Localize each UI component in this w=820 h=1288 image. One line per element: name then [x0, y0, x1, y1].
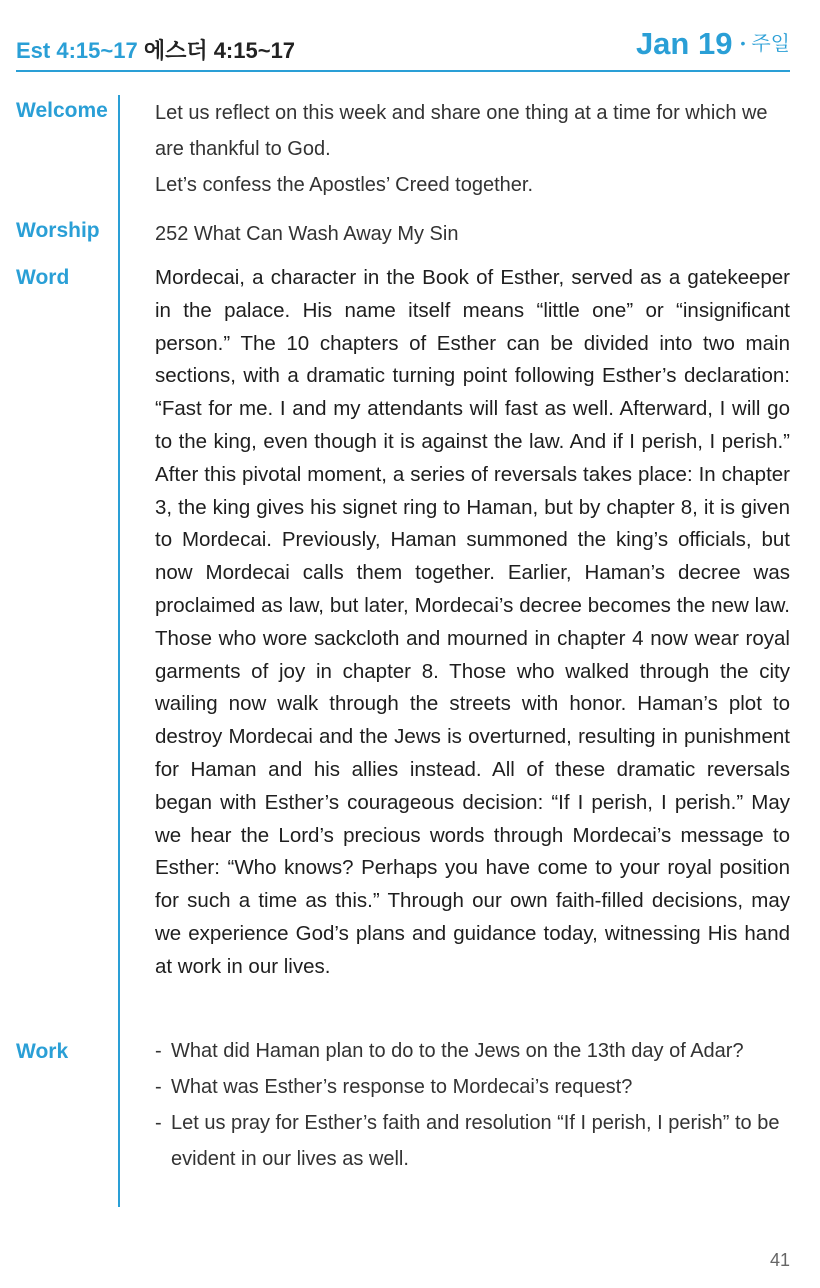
work-label: Work [16, 1040, 69, 1063]
reference-english: Est 4:15~17 [16, 38, 138, 63]
work-list [155, 1033, 790, 1177]
bullet-dash: - [155, 1112, 162, 1134]
worship-label: Worship [16, 219, 100, 242]
work-item [155, 1033, 790, 1069]
word-body: Mordecai, a character in the Book of Esther, served as a gatekeeper in the palace. His name itself means “little one” or “insignificant person.” The 10 chapters of Esther can be divided into two main sections, with a dramatic turning point following Esther’s declaration: “Fast for me. I and my attendants will fast as well. Afterward, I will go to the king, even though it is against the law. And if I perish, I perish.” After this pivotal moment, a series of reversals takes place: In chapter 3, the king gives his signet ring to Haman, but by chapter 8, it is given to Mordecai. Previously, Haman summoned the king’s officials, but now Mordecai calls them together. Earlier, Haman’s decree was proclaimed as law, but later, Mordecai’s decree becomes the new law. Those who wore sackcloth and mourned in chapter 4 now wear royal garments of joy in chapter 8. Those who walked through the city wailing now walk through the streets with honor. Haman’s plot to destroy Mordecai and the Jews is overturned, resulting in punishment for Haman and his allies instead. All of these dramatic reversals began with Esther’s courageous decision: “If I perish, I perish.” May we hear the Lord’s precious words through Mordecai’s message to Esther: “Who knows? Perhaps you have come to your royal position for such a time as this.” Through our own faith-filled decisions, may we experience God’s plans and guidance today, witnessing His hand at work in our lives. [155, 266, 790, 978]
work-item-text: What did Haman plan to do to the Jews on the 13th day of Adar? [171, 1040, 744, 1062]
section-divider-line [118, 95, 120, 1207]
day-korean: 주일 [751, 33, 790, 55]
scripture-reference [16, 34, 295, 65]
separator-dot: • [740, 35, 746, 51]
welcome-line: Let’s confess the Apostles’ Creed together. [155, 174, 534, 196]
date: Jan 19 [635, 26, 733, 61]
welcome-label: Welcome [16, 99, 108, 122]
worship-hymn: 252 What Can Wash Away My Sin [155, 223, 459, 245]
bullet-dash: - [155, 1076, 162, 1098]
page-number: 41 [769, 1250, 790, 1270]
welcome-section [155, 95, 790, 203]
reference-korean: 에스더 4:15~17 [143, 38, 296, 63]
bullet-dash: - [155, 1040, 162, 1062]
date-block [636, 26, 790, 62]
work-item-text: Let us pray for Esther’s faith and resolution “If I perish, I perish” to be evident in our lives as well. [171, 1112, 780, 1170]
work-item [155, 1105, 790, 1177]
work-item-text: What was Esther’s response to Mordecai’s request? [171, 1076, 633, 1098]
welcome-line: Let us reflect on this week and share one thing at a time for which we are thankful to God. [155, 102, 768, 160]
word-label: Word [16, 266, 70, 289]
work-item [155, 1069, 790, 1105]
page-header [16, 26, 790, 72]
